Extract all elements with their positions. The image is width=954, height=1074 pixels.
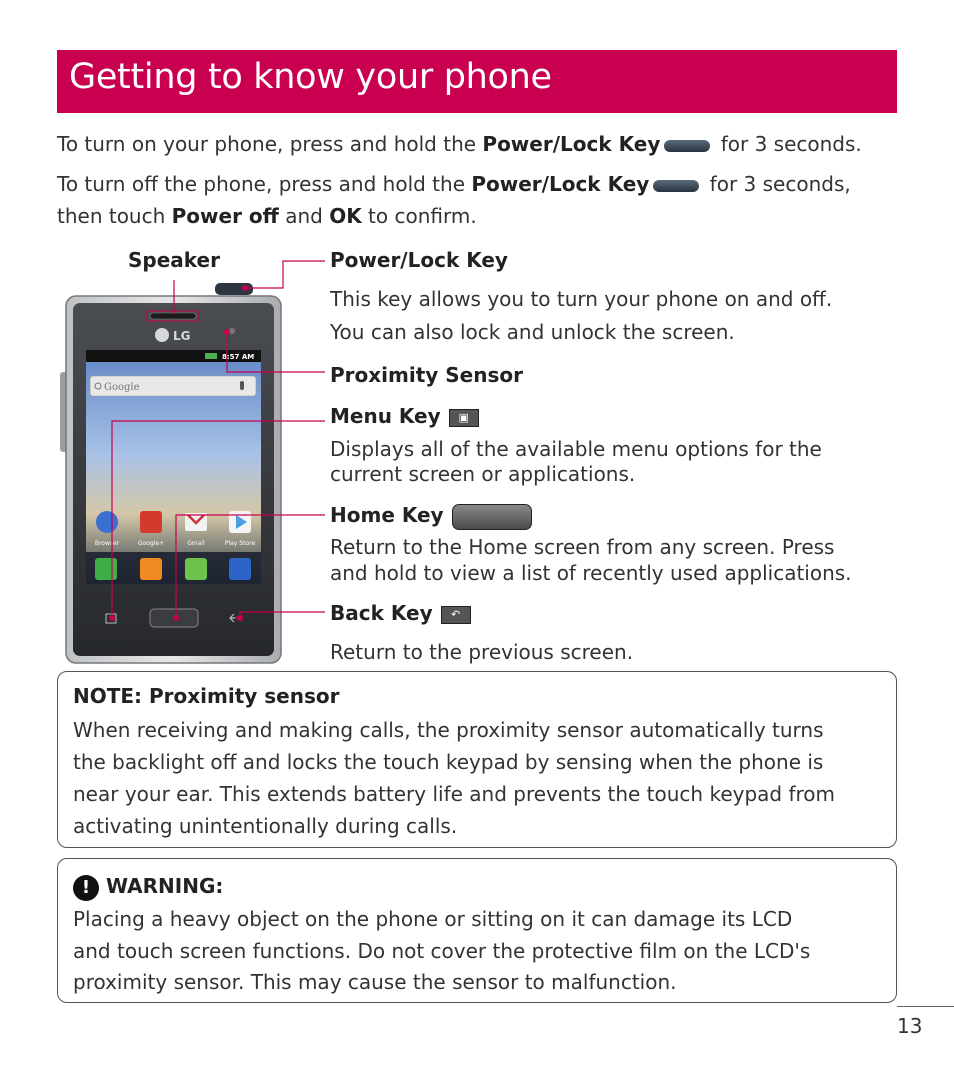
proximity-sensor-label: Proximity Sensor: [330, 363, 523, 387]
speaker-label: Speaker: [128, 248, 220, 272]
home-key-icon: [452, 504, 532, 530]
note-title: NOTE: Proximity sensor: [73, 684, 340, 708]
app-label-browser: Browser: [94, 540, 120, 547]
app-label-play-store: Play Store: [224, 540, 256, 547]
intro-text: To turn off the phone, press and hold the: [57, 172, 472, 196]
note-line: the backlight off and locks the touch keypad by sensing when the phone is: [73, 750, 824, 774]
search-widget-text: Google: [104, 382, 140, 393]
ok-term: OK: [329, 204, 362, 228]
google-plus-icon: [140, 511, 162, 533]
microphone-icon: [240, 381, 244, 390]
intro-text: and: [278, 204, 330, 228]
intro-text: then touch: [57, 204, 172, 228]
home-key-label: Home Key: [330, 503, 444, 527]
warning-title: WARNING:: [106, 874, 224, 898]
power-lock-key-label: Power/Lock Key: [330, 248, 508, 272]
lg-brand-text: LG: [173, 329, 191, 343]
note-line: When receiving and making calls, the proximity sensor automatically turns: [73, 718, 824, 742]
browser-icon: [96, 511, 118, 533]
power-lock-key-desc-2: You can also lock and unlock the screen.: [330, 320, 735, 344]
warning-line: proximity sensor. This may cause the sensor to malfunction.: [73, 970, 677, 994]
menu-key-icon: ▣: [449, 409, 479, 427]
back-callout-dot: [237, 615, 243, 621]
home-key-label-row: [330, 503, 532, 530]
contacts-app-icon: [140, 558, 162, 580]
messaging-app-icon: [185, 558, 207, 580]
power-callout-dot: [242, 285, 248, 291]
battery-icon: [205, 353, 217, 359]
menu-key-label: Menu Key: [330, 404, 441, 428]
power-callout: [245, 261, 325, 288]
page-number-rule: [897, 1006, 954, 1007]
back-key-desc: Return to the previous screen.: [330, 640, 634, 664]
app-label-google-plus: Google+: [137, 540, 165, 547]
note-box: [57, 671, 897, 848]
back-key-icon: ↶: [441, 606, 471, 624]
intro-text: To turn on your phone, press and hold the: [57, 132, 483, 156]
status-time: 8:57 AM: [222, 353, 255, 361]
menu-key-desc-1: Displays all of the available menu options for the: [330, 437, 822, 461]
lg-logo-icon: [155, 328, 169, 342]
home-key-desc-2: and hold to view a list of recently used applications.: [330, 561, 852, 585]
note-line: activating unintentionally during calls.: [73, 814, 458, 838]
menu-key-desc-2: current screen or applications.: [330, 462, 636, 486]
menu-key-label-row: [330, 404, 479, 428]
intro-text: for 3 seconds.: [714, 132, 862, 156]
intro-text: to confirm.: [361, 204, 477, 228]
warning-line: Placing a heavy object on the phone or sitting on it can damage its LCD: [73, 907, 793, 931]
power-off-term: Power off: [171, 204, 279, 228]
intro-text: for 3 seconds,: [703, 172, 851, 196]
power-lock-key-desc-1: This key allows you to turn your phone on and off.: [330, 287, 833, 311]
page-number: 13: [897, 1014, 923, 1038]
phone-app-icon: [95, 558, 117, 580]
proximity-callout-dot: [224, 329, 230, 335]
power-lock-key-term: Power/Lock Key: [471, 172, 650, 196]
app-label-gmail: Gmail: [187, 540, 205, 547]
back-key-label-row: [330, 601, 471, 625]
note-line: near your ear. This extends battery life and prevents the touch keypad from: [73, 782, 836, 806]
home-key-desc-1: Return to the Home screen from any screen. Press: [330, 535, 835, 559]
menu-callout-dot: [109, 615, 115, 621]
warning-line: and touch screen functions. Do not cover the protective film on the LCD's: [73, 939, 811, 963]
page-title: Getting to know your phone: [69, 57, 552, 97]
apps-grid-icon: [229, 558, 251, 580]
power-lock-key-term: Power/Lock Key: [482, 132, 661, 156]
proximity-sensor-hardware: [229, 328, 235, 334]
warning-box: [57, 858, 897, 1003]
home-callout-dot: [173, 615, 179, 621]
warning-icon: !: [73, 875, 99, 901]
back-key-label: Back Key: [330, 601, 433, 625]
speaker-grille: [150, 313, 196, 319]
